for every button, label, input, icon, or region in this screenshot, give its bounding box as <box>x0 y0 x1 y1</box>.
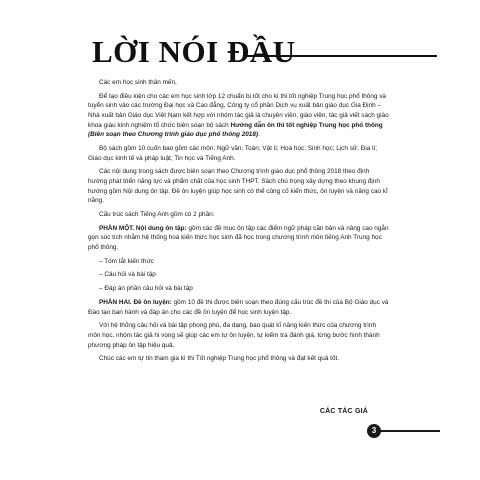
book-series-title: Hướng dẫn ôn thi tốt nghiệp Trung học phổ thông <box>230 121 383 129</box>
preface-body <box>88 78 390 368</box>
part-one-text: gồm các đề mục ôn tập các điểm ngữ pháp căn bản và nâng cao ngắn gọn súc tích nhằm hệ thống hoá kiến thức học sinh đã học trong chương trình môn tiếng Anh Trung học phổ thông. <box>88 224 389 251</box>
signature: CÁC TÁC GIẢ <box>319 408 368 415</box>
paragraph-wish: Chúc các em tự tin tham gia kì thi Tốt nghiệp Trung học phổ thông và đạt kết quả tốt. <box>99 355 340 363</box>
paragraph-intro-end: . <box>258 131 260 139</box>
part-two-label: PHẦN HAI. Đề ôn luyện: <box>99 298 172 306</box>
paragraph-intro-text: Để tạo điều kiện cho các em học sinh lớp 12 chuẩn bị tốt cho kì thi tốt nghiệp Trung học phổ thông và tuyển sinh vào các trường Đại học và Cao đẳng, Công ty cổ phần Dịch vụ xuất bản giáo dục Gia Định – Nhà xuất bản Giáo dục Việt Nam kết hợp với nhóm tác giả là chuyên viên, giáo viên, tác giả viết sách giáo khoa giàu kinh nghiệm tổ chức biên soạn bộ sách <box>88 92 389 129</box>
part-two <box>88 298 390 317</box>
part-one <box>88 224 390 253</box>
part-two-text: gồm 10 đề thi được biên soạn theo đúng cấu trúc đề thi của Bộ Giáo dục và Đào tạo ban hành và đáp án cho các đề ôn luyện để học sinh luyện tập. <box>88 298 389 316</box>
title-underline <box>247 55 437 57</box>
paragraph-series: Bộ sách gồm 10 cuốn bao gồm các môn: Ngữ văn; Toán; Vật lí; Hoá học; Sinh học; Lịch sử; Địa lí; Giáo dục kinh tế và pháp luật; Tin học và Tiếng Anh. <box>88 144 378 162</box>
paragraph-hope: Với hệ thống câu hỏi và bài tập phong phú, đa dạng, bao quát kĩ năng kiến thức của chương trình môn học, nhóm tác giả hi vọng sẽ giúp các em tự ôn luyện, tự kiểm tra đánh giá, từng bước hình thành phương pháp ôn tập hiệu quả. <box>88 322 380 349</box>
page-title: LỜI NÓI ĐẦU <box>92 34 296 69</box>
paragraph-structure: Cấu trúc sách Tiếng Anh gồm có 2 phần: <box>99 210 215 218</box>
page-number-rule <box>380 430 440 432</box>
page-number: 3 <box>367 424 381 438</box>
list-item: – Tóm tắt kiến thức <box>99 257 154 265</box>
paragraph-content: Các nội dung trong sách được biên soạn theo Chương trình giáo dục phổ thông 2018 theo định hướng phát triển năng lực và phẩm chất của học sinh THPT. Sách chú trọng xây dựng theo khung định hướng gồm Nội dung ôn tập, Đề ôn luyện giúp học sinh có thể củng cố kiến thức, ôn luyện và nâng cao kĩ năng. <box>88 168 388 205</box>
book-series-subtitle: (Biên soạn theo Chương trình giáo dục phổ thông 2018) <box>88 131 259 139</box>
list-item: – Đáp án phần câu hỏi và bài tập <box>99 285 193 293</box>
part-one-label: PHẦN MỘT. Nội dung ôn tập: <box>99 224 187 232</box>
greeting: Các em học sinh thân mến, <box>99 79 177 86</box>
list-item: – Câu hỏi và bài tập <box>99 271 156 279</box>
paragraph-intro <box>88 92 390 140</box>
